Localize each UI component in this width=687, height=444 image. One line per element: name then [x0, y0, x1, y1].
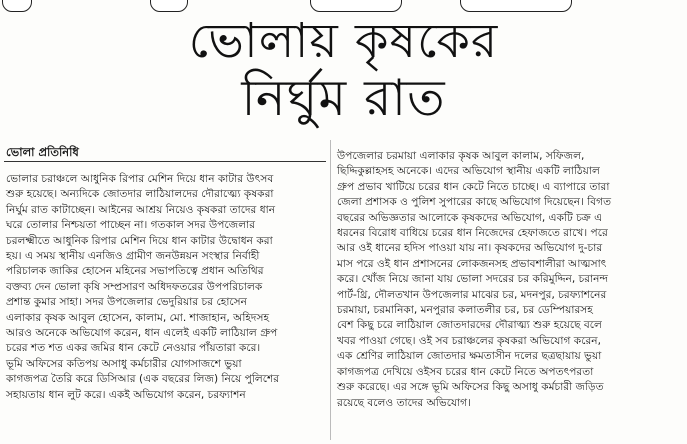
article-text-line: গ্রুপ প্রভাব খাটিয়ে চরের ধান কেটে নিতে চাচ্ছে। এ ব্যাপারে তারা: [337, 180, 610, 193]
article-text-line: জেলা প্রশাসক ও পুলিশ সুপারের কাছে অভিযোগ দিয়েছেন। বিগত: [337, 196, 612, 209]
article-text-line: ভোলার চরাঞ্চলে আধুনিক রিপার মেশিন দিয়ে ধান কাটার উৎসব: [6, 173, 274, 185]
article-text-line: এক শ্রেণির লাঠিয়াল জোতদার ক্ষমতাসীন দলের ছত্রছায়ায় ভুয়া: [337, 350, 602, 363]
article-text-line: কাগজপত্র দেখিয়ে ওইসব চরের ধান কেটে নিতে অপতৎপরতা: [337, 365, 594, 378]
article-text-line: বছরের অভিজ্ঞতার আলোকে কৃষকদের অভিযোগ, একটি চক্র এ: [337, 211, 603, 224]
article-text-line: উপজেলার চরমায়া এলাকার কৃষক আবুল কালাম, সফিজল,: [337, 150, 585, 162]
article-text-line: কাগজপত্র তৈরি করে ডিসিআর (এক বছরের লিজ) নিয়ে পুলিশের: [6, 373, 280, 386]
article-text-line: সহায়তায় ধান লুট করে। একই অভিযোগ করেন, চরফ্যাশন: [6, 388, 246, 401]
article-text-line: ঘরে তোলার নিশ্চয়তা পাচ্ছেন না। গতকাল সদর উপজেলার: [6, 219, 256, 232]
article-text-line: হয়। এ সময় স্থানীয় এনজিও গ্রামীণ জনউন্নয়ন সংস্থার নির্বাহী: [6, 250, 260, 263]
article-text-line: শুরু হয়েছে। অন্যদিকে জোতদার লাঠিয়ালদের দৌরাত্ম্যে কৃষকরা: [6, 188, 274, 201]
article-text-line: এলাকার কৃষক আবুল হোসেন, কালাম, মো. শাজাহান, অহিদসহ: [6, 311, 270, 324]
article-column-left: [6, 172, 324, 403]
article-text-line: বক্তব্য দেন ভোলা কৃষি সম্প্রসারণ অধিদফতরের উপপরিচালক: [6, 280, 263, 293]
article-text-line: চরমায়া, চরমানিকা, মনপুরার কলাতলীর চর, চর ডেম্পিয়ারসহ: [337, 304, 593, 317]
column-divider: [330, 140, 331, 440]
article-text-line: করে। খোঁজ নিয়ে জানা যায় ভোলা সদরের চর করিমুদ্দিন, চরানন্দ: [337, 273, 609, 286]
article-text-line: প্রশান্ত কুমার সাহা। সদর উপজেলার ভেদুরিয়ার চর হোসেন: [6, 296, 247, 309]
article-text-line: মাস পরে ওই ধান প্রশাসনের লোকজনসহ প্রভাবশালীরা আত্মসাৎ: [337, 257, 607, 270]
article-text-line: নির্ঘুম রাত কাটাচ্ছেন। আইনের আশ্রয় নিয়েও কৃষকরা তাদের ধান: [6, 203, 276, 216]
byline-rule: [4, 161, 326, 162]
article-text-line: চরলক্ষ্মীতে আধুনিক রিপার মেশিন দিয়ে ধান কাটার উদ্বোধন করা: [6, 234, 273, 247]
headline-line-2: নির্ঘুম রাত: [241, 69, 446, 127]
article-text-line: ছিদ্দিকুল্লাহসহ অনেকে। এদের অভিযোগ স্থানীয় একটি লাঠিয়াল: [337, 165, 600, 178]
headline-line-1: ভোলায় কৃষকের: [188, 13, 499, 69]
article-text-line: পার্ট-থ্রি, দৌলতখান উপজেলার মাঝের চর, মদনপুর, চরফ্যাশনের: [337, 288, 607, 301]
article-text-line: পরিচালক জাকির হোসেন মহিনের সভাপতিত্বে প্রধান অতিথির: [6, 265, 264, 278]
article-text-line: ধরনের বিরোধ বাধিয়ে চরের ধান নিজেদের হেফাজতে রাখে। পরে: [337, 227, 608, 240]
article-text-line: রয়েছে বলেও তাদের অভিযোগ।: [337, 396, 471, 409]
article-text-line: চরের শত শত একর জমির ধান কেটে নেওয়ার পাঁয়তারা করে।: [6, 342, 261, 355]
article-text-line: আর ওই ধানের হদিস পাওয়া যায় না। কৃষকদের অভিযোগ দু-চার: [337, 242, 603, 255]
article-text-line: বেশ কিছু চরে লাঠিয়াল জোতদারদের দৌরাত্ম্য শুরু হয়েছে বলে: [337, 319, 602, 332]
article-text-line: আরও অনেকে অভিযোগ করেন, ধান এলেই একটি লাঠিয়াল গ্রুপ: [6, 327, 278, 340]
article-text-line: শুরু করেছে। এর সঙ্গে ভূমি অফিসের কিছু অসাধু কর্মচারী জড়িত: [337, 381, 604, 394]
article-text-line: ভূমি অফিসের কতিপয় অসাধু কর্মচারীর যোগসাজশে ভুয়া: [6, 357, 242, 370]
article-text-line: খবর পাওয়া গেছে। ওই সব চরাঞ্চলের কৃষকরা অভিযোগ করেন,: [337, 334, 601, 347]
article-column-right: [337, 149, 681, 411]
byline: ভোলা প্রতিনিধি: [6, 145, 79, 159]
